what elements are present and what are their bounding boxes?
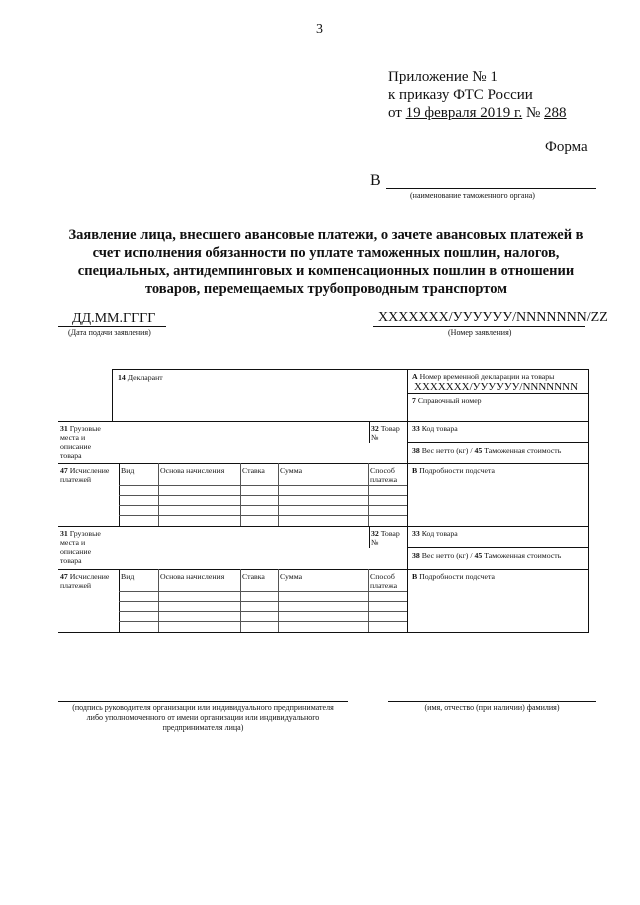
document-title: Заявление лица, внесшего авансовые платежи, о зачете авансовых платежей в счет исполнения обязанности по уплате таможенных пошлин, налогов, специальных, антидемпинговых и компенсационных пошлин в отношении товаров, перемещаемых трубопроводным транспортом — [68, 227, 584, 297]
box-number: 31 — [60, 529, 68, 538]
box-label: Вес нетто (кг) / — [421, 446, 473, 455]
signature-caption — [50, 703, 356, 733]
application-date-value: ДД.ММ.ГГГГ — [72, 311, 156, 326]
box-14-declarant[interactable] — [118, 373, 163, 382]
page-number: 3 — [316, 22, 323, 37]
table-line — [58, 526, 589, 527]
recipient-field[interactable] — [386, 188, 596, 189]
annex-line-1: Приложение № 1 — [388, 69, 498, 85]
col-payment-method — [370, 572, 397, 590]
full-name-caption: (имя, отчество (при наличии) фамилия) — [424, 703, 560, 712]
table-line — [112, 369, 589, 370]
table-line — [588, 369, 589, 632]
box-number: 47 — [60, 572, 68, 581]
box-38-net-weight[interactable] — [412, 551, 561, 560]
application-number-field[interactable] — [373, 326, 585, 327]
table-line — [407, 442, 588, 443]
col-label: Способ — [370, 572, 395, 581]
table-line — [119, 495, 407, 496]
box-label: места и — [60, 538, 86, 547]
table-line — [119, 515, 407, 516]
signature-caption-line: (подпись руководителя организации или индивидуального предпринимателя — [72, 703, 334, 712]
table-line — [58, 463, 589, 464]
box-33-commodity-code[interactable] — [412, 529, 458, 538]
table-line — [369, 526, 370, 548]
box-31-cargo-description[interactable] — [60, 529, 101, 565]
application-number-caption: (Номер заявления) — [448, 328, 512, 337]
box-label: Декларант — [127, 373, 163, 382]
box-number: 45 — [474, 551, 483, 560]
box-label: товара — [60, 556, 82, 565]
annex-date: 19 февраля 2019 г. — [405, 105, 523, 121]
box-number: В — [412, 572, 418, 581]
box-33-commodity-code[interactable] — [412, 424, 458, 433]
box-31-cargo-description[interactable] — [60, 424, 101, 460]
col-rate: Ставка — [242, 466, 265, 475]
application-date-caption: (Дата подачи заявления) — [68, 328, 151, 337]
col-type: Вид — [121, 466, 135, 475]
table-line — [112, 369, 113, 421]
annex-number-sign: № — [525, 105, 541, 121]
box-number: 31 — [60, 424, 68, 433]
table-line — [369, 421, 370, 443]
box-label: Таможенная стоимость — [484, 446, 562, 455]
box-number: 7 — [412, 396, 416, 405]
annex-line-2: к приказу ФТС России — [388, 87, 533, 103]
box-label: № — [371, 433, 379, 442]
table-line — [119, 505, 407, 506]
table-line — [119, 485, 407, 486]
box-label: Вес нетто (кг) / — [421, 551, 473, 560]
box-label: Исчисление — [69, 466, 110, 475]
box-number: 32 — [371, 529, 379, 538]
box-label: Таможенная стоимость — [484, 551, 562, 560]
box-a-label — [412, 372, 554, 381]
box-32-item-number[interactable] — [371, 424, 400, 442]
box-label: № — [371, 538, 379, 547]
col-label: Способ — [370, 466, 395, 475]
table-line — [407, 547, 588, 548]
box-label: Грузовые — [69, 529, 101, 538]
box-label: Исчисление — [69, 572, 110, 581]
box-number: 45 — [474, 446, 483, 455]
box-number: 38 — [412, 551, 420, 560]
application-date-field[interactable] — [58, 326, 166, 327]
table-line — [119, 591, 407, 592]
form-label: Форма — [545, 139, 588, 155]
col-basis: Основа начисления — [160, 466, 225, 475]
box-7-reference-number[interactable] — [412, 396, 482, 405]
table-line — [119, 601, 407, 602]
table-line — [58, 632, 589, 633]
col-amount: Сумма — [280, 466, 303, 475]
col-rate: Ставка — [242, 572, 265, 581]
table-line — [119, 611, 407, 612]
col-payment-method — [370, 466, 397, 484]
table-line — [58, 421, 589, 422]
box-label: товара — [60, 451, 82, 460]
application-number-value: XXXXXXX/УУУУУУ/NNNNNNN/ZZ — [378, 310, 608, 325]
box-number: 33 — [412, 529, 420, 538]
box-38-net-weight[interactable] — [412, 446, 561, 455]
table-line — [407, 393, 588, 394]
recipient-caption: (наименование таможенного органа) — [410, 191, 535, 200]
col-amount: Сумма — [280, 572, 303, 581]
box-label: описание — [60, 442, 92, 451]
signature-caption-line: либо уполномоченного от имени организации или индивидуального — [86, 713, 320, 722]
col-type: Вид — [121, 572, 135, 581]
annex-number: 288 — [544, 105, 567, 121]
box-label: Подробности подсчета — [419, 466, 495, 475]
signature-caption-line: предпринимателя лица) — [162, 723, 244, 732]
box-b-calculation-details[interactable] — [412, 466, 495, 475]
box-label: места и — [60, 433, 86, 442]
box-label: Подробности подсчета — [419, 572, 495, 581]
table-line — [407, 369, 408, 632]
annex-prefix: от — [388, 105, 402, 121]
box-number: 38 — [412, 446, 420, 455]
box-label: Код товара — [421, 424, 458, 433]
box-number: В — [412, 466, 418, 475]
box-number: 32 — [371, 424, 379, 433]
signature-field[interactable] — [58, 701, 348, 702]
col-label: платежа — [370, 581, 398, 590]
box-label: платежей — [60, 475, 92, 484]
col-basis: Основа начисления — [160, 572, 225, 581]
box-label: Товар — [380, 529, 400, 538]
box-number: 33 — [412, 424, 420, 433]
recipient-prefix: В — [370, 172, 381, 189]
box-number: 14 — [118, 373, 126, 382]
box-number: А — [412, 372, 418, 381]
full-name-field[interactable] — [388, 701, 596, 702]
temporary-declaration-number[interactable]: XXXXXXX/УУУУУУ/NNNNNNN — [414, 381, 579, 393]
box-number: 47 — [60, 466, 68, 475]
box-label: описание — [60, 547, 92, 556]
box-label: Товар — [380, 424, 400, 433]
box-47-payments-calculation — [60, 466, 109, 484]
table-line — [58, 569, 589, 570]
annex-line-3 — [388, 104, 567, 122]
box-label: Код товара — [421, 529, 458, 538]
box-b-calculation-details[interactable] — [412, 572, 495, 581]
box-label: Грузовые — [69, 424, 101, 433]
box-label: платежей — [60, 581, 92, 590]
box-label: Справочный номер — [417, 396, 482, 405]
box-label: Номер временной декларации на товары — [419, 372, 555, 381]
col-label: платежа — [370, 475, 398, 484]
table-line — [119, 621, 407, 622]
box-32-item-number[interactable] — [371, 529, 400, 547]
box-47-payments-calculation — [60, 572, 109, 590]
